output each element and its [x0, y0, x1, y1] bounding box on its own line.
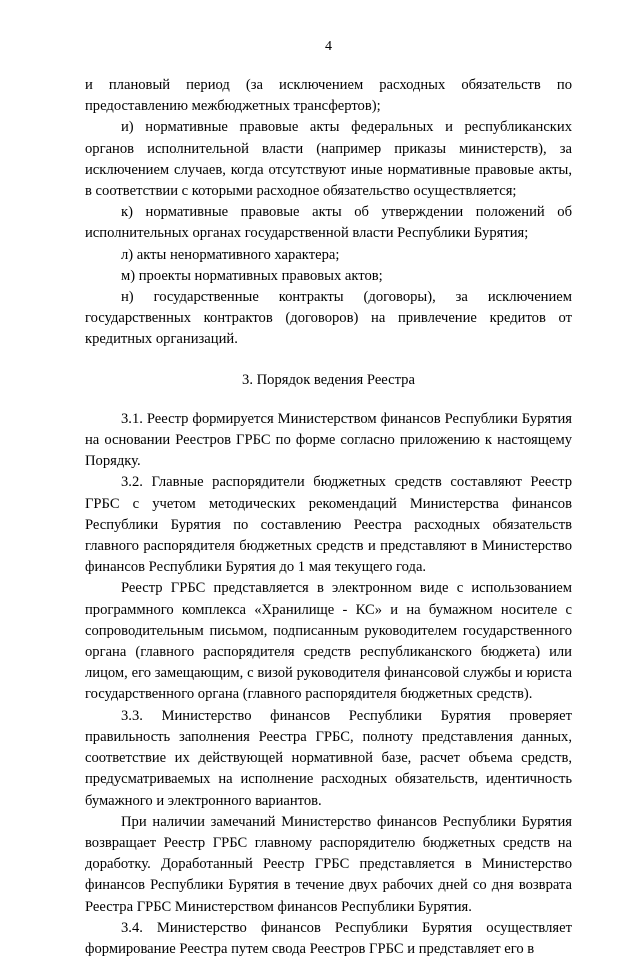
paragraph: к) нормативные правовые акты об утверждении положений об исполнительных органах государственной власти Республики Бурятия; — [85, 204, 572, 242]
section-body-block — [85, 409, 572, 960]
paragraph: 3.2. Главные распорядители бюджетных средств составляют Реестр ГРБС с учетом методических рекомендаций Министерства финансов Республики Бурятия по составлению Реестра расходных обязательств главного распорядителя бюджетных средств и представляют в Министерство финансов Республики Бурятия до 1 мая текущего года. — [85, 474, 572, 576]
paragraph: Реестр ГРБС представляется в электронном виде с использованием программного комплекса «Хранилище - КС» и на бумажном носителе с сопроводительным письмом, подписанным руководителем государственного органа (главного распорядителя средств республиканского бюджета) или лицом, его замещающим, с визой руководителя финансовой службы и юриста государственного органа (главного распорядителя бюджетных средств). — [85, 580, 572, 703]
paragraph: При наличии замечаний Министерство финансов Республики Бурятия возвращает Реестр ГРБС главному распорядителю бюджетных средств на доработку. Доработанный Реестр ГРБС представляется в Министерство финансов Республики Бурятия в течение двух рабочих дней со дня возврата Реестра ГРБС Министерством финансов Республики Бурятия. — [85, 813, 572, 915]
paragraph: н) государственные контракты (договоры), за исключением государственных контрактов (договоров) на привлечение кредитов от кредитных организаций. — [85, 289, 572, 348]
paragraph: 3.4. Министерство финансов Республики Бурятия осуществляет формирование Реестра путем свода Реестров ГРБС и представляет его в — [85, 919, 572, 957]
paragraph: л) акты ненормативного характера; — [121, 246, 340, 263]
list-items-block — [85, 75, 572, 351]
paragraph: и) нормативные правовые акты федеральных и республиканских органов исполнительной власти (например приказы министерств), за исключением случаев, когда отсутствуют иные нормативные правовые акты, в соответствии с которыми расходное обязательство осуществляется; — [85, 119, 572, 200]
document-body — [85, 75, 572, 960]
page-number: 4 — [325, 39, 332, 54]
paragraph: 3.3. Министерство финансов Республики Бурятия проверяет правильность заполнения Реестра ГРБС, полноту представления данных, соответствие их действующей нормативной базе, расчет объема средств, предусматриваемых на исполнение расходных обязательств, идентичность бумажного и электронного вариантов. — [85, 707, 572, 809]
section-heading: 3. Порядок ведения Реестра — [242, 371, 415, 388]
paragraph: м) проекты нормативных правовых актов; — [121, 267, 383, 284]
paragraph: 3.1. Реестр формируется Министерством финансов Республики Бурятия на основании Реестров ГРБС по форме согласно приложению к настоящему Порядку. — [85, 410, 572, 470]
paragraph: и плановый период (за исключением расходных обязательств по предоставлению межбюджетных трансфертов); — [85, 77, 572, 115]
